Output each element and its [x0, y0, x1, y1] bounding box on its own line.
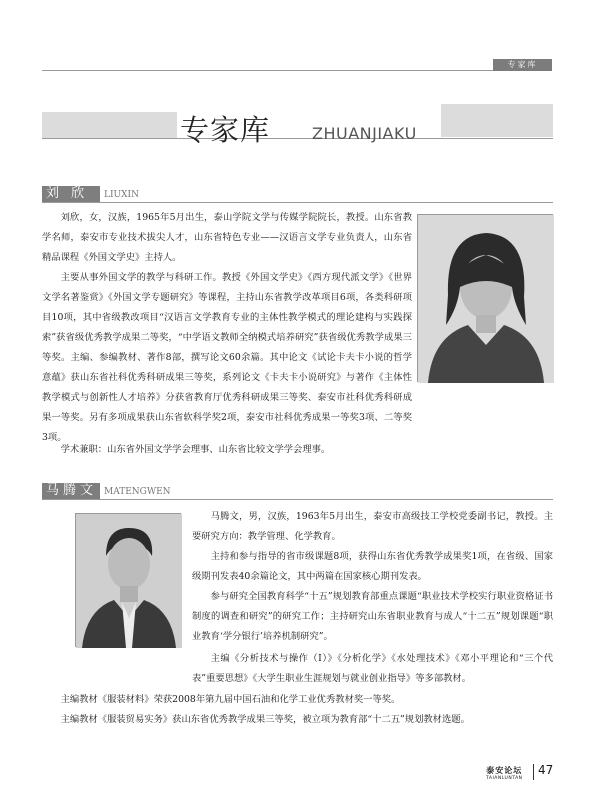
section-tag: 专家库: [493, 59, 552, 71]
expert2-pinyin: MATENGWEN: [104, 487, 171, 497]
expert2-para-3: 参与研究全国教育科学“十五”规划教育部重点课题“职业技术学校实行职业资格证书制度的调查和研究”的研究工作；主持研究山东省职业教育与成人“十二五”规划课题“职业教育‘学分银行’培养机制研究”。: [192, 591, 553, 642]
expert1-para-3: 学术兼职：山东省外国文学学会理事、山东省比较文学学会理事。: [60, 444, 331, 455]
expert1-rule: [42, 202, 553, 203]
expert2-para-6: 主编教材《服装贸易实务》获山东省优秀教学成果三等奖，被立项为教育部“十二五”规划教材选题。: [60, 714, 470, 725]
banner-shade-left: [42, 112, 177, 139]
page-title-pinyin: ZHUANJIAKU: [312, 124, 417, 143]
footer-brand: [486, 765, 523, 781]
expert1-photo: [417, 214, 553, 382]
expert2-para-2: 主持和参与指导的省市级课题8项，获得山东省优秀教学成果奖1项，在省级、国家级期刊发表40余篇论文，其中两篇在国家核心期刊发表。: [192, 551, 553, 582]
banner-underline: [42, 138, 553, 139]
header-rule: [42, 70, 552, 71]
page-number: 47: [538, 763, 554, 777]
expert1-para-1: 刘欣，女，汉族，1965年5月出生，泰山学院文学与传媒学院院长，教授。山东省教学名师，泰安市专业技术拔尖人才，山东省特色专业——汉语言文学专业负责人，山东省精品课程《外国文学史》主持人。: [42, 212, 412, 263]
footer-brand-en: TAIANLUNTAN: [486, 776, 523, 781]
expert2-para-1: 马腾文，男，汉族，1963年5月出生，泰安市高级技工学校党委副书记，教授。主要研究方向：教学管理、化学教育。: [192, 511, 553, 542]
portrait-man-icon: [76, 514, 182, 648]
expert1-pinyin: LIUXIN: [104, 190, 139, 200]
expert2-name: 马腾文: [42, 483, 100, 499]
expert1-para-2-text: 主要从事外国文学的教学与科研工作。教授《外国文学史》《西方现代派文学》《世界文学名著鉴赏》《外国文学专题研究》等课程，主持山东省教学改革项目6项，各类科研项目10项，其中省级教改项目“汉语言文学教育专业的主体性教学模式的理论建构与实践探索”获省级优秀教学成果二等奖，“中学语文教师全纳模式培养研究”获省级优秀教学成果三等奖。主编、参编教材、著作8部，撰写论文60余篇。其中论文《试论卡夫卡小说的哲学意蕴》获山东省社科优秀科研成果三等奖，系列论文《卡夫卡小说研究》与著作《主体性教学模式与创新性人才培养》分获省教育厅优秀科研成果三等奖、泰安市社科优秀科研成果一等奖。另有多项成果获山东省软科学奖2项，泰安市社科优秀成果一等奖3项、二等奖3项。: [42, 272, 412, 443]
expert2-para-4: 主编《分析技术与操作（Ⅰ）》《分析化学》《水处理技术》《邓小平理论和“三个代表”重要思想》《大学生职业生涯规划与就业创业指导》等多部教材。: [192, 653, 553, 684]
expert1-para-2a: [42, 268, 412, 443]
expert2-rule: [42, 499, 553, 500]
expert2-photo: [75, 513, 181, 647]
page-title: 专家库: [180, 113, 271, 147]
portrait-woman-icon: [418, 215, 554, 383]
expert1-name: 刘 欣: [42, 186, 100, 202]
footer-brand-cn: 泰安论坛: [486, 766, 523, 775]
expert2-para-5: 主编教材《服装材料》荣获2008年第九届中国石油和化学工业优秀教材奖一等奖。: [60, 694, 401, 705]
footer-separator: [533, 764, 534, 780]
banner-shade-right: [441, 104, 553, 137]
